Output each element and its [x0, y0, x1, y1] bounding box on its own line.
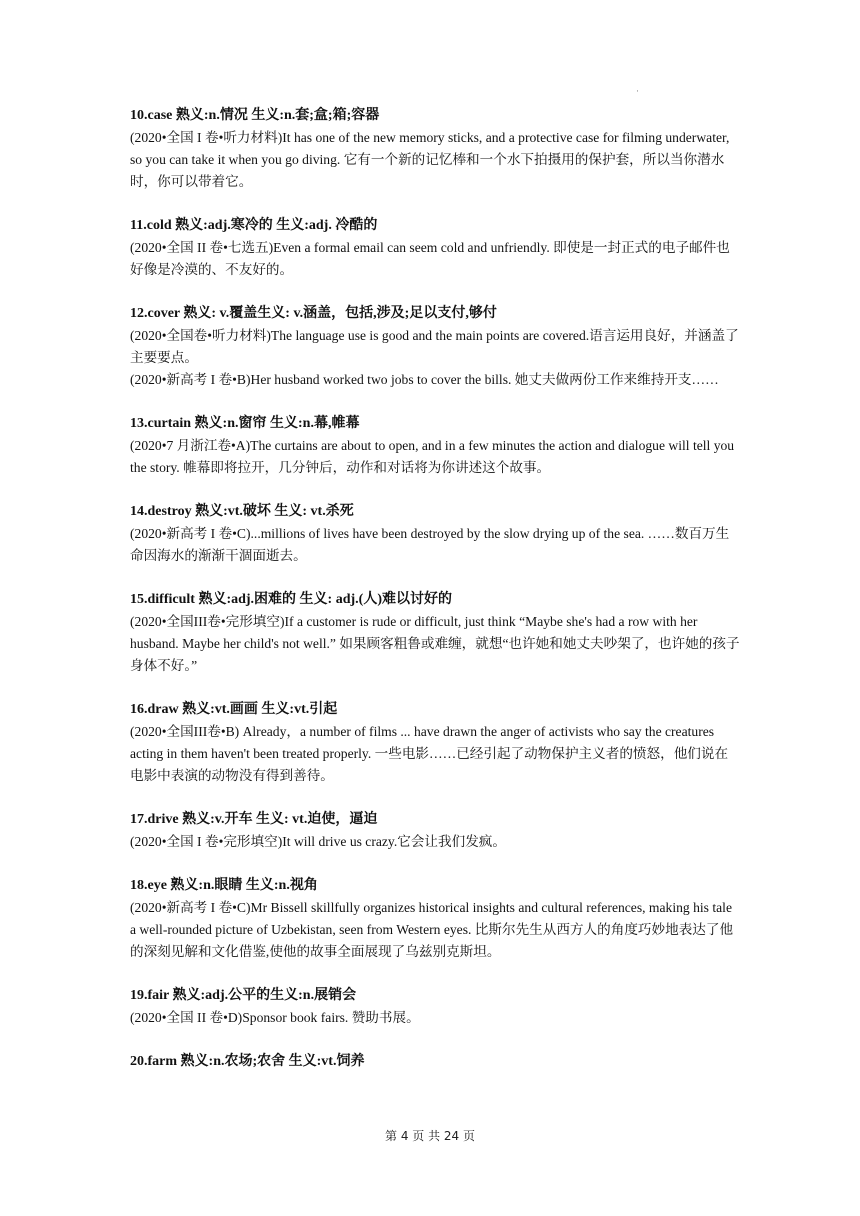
vocab-entry	[130, 699, 740, 787]
entry-heading: 20.farm 熟义:n.农场;农舍 生义:vt.饲养	[130, 1054, 365, 1069]
entry-heading: 13.curtain 熟义:n.窗帘 生义:n.幕,帷幕	[130, 416, 360, 431]
entry-heading: 11.cold 熟义:adj.寒冷的 生义:adj. 冷酷的	[130, 218, 378, 233]
example-sentence: (2020•新高考 I 卷•C)...millions of lives have been destroyed by the slow drying up of the sea. ……数百万生命因海水的渐渐干涸面逝去。	[130, 526, 730, 563]
page-mark: ·	[636, 86, 639, 96]
example-sentence: (2020•全国 II 卷•七选五)Even a formal email can seem cold and unfriendly. 即使是一封正式的电子邮件也好像是冷漠的、不友好的。	[130, 240, 730, 277]
vocabulary-list	[130, 105, 740, 1095]
example-sentence: (2020•新高考 I 卷•B)Her husband worked two jobs to cover the bills. 她丈夫做两份工作来维持开支……	[130, 372, 719, 387]
vocab-entry	[130, 105, 740, 193]
entry-heading: 15.difficult 熟义:adj.困难的 生义: adj.(人)难以讨好的	[130, 592, 452, 607]
example-sentence: (2020•全国III卷•完形填空)If a customer is rude or difficult, just think “Maybe she's had a row with her husband. Maybe her child's not well.” 如果顾客粗鲁或难缠，就想“也许她和她丈夫吵架了，也许她的孩子身体不好。”	[130, 614, 740, 673]
entry-heading: 14.destroy 熟义:vt.破坏 生义: vt.杀死	[130, 504, 354, 519]
vocab-entry	[130, 215, 740, 281]
entry-heading: 12.cover 熟义: v.覆盖生义: v.涵盖，包括,涉及;足以支付,够付	[130, 306, 497, 321]
example-sentence: (2020•全国卷•听力材料)The language use is good and the main points are covered.语言运用良好，并涵盖了主要要点。	[130, 328, 739, 365]
vocab-entry	[130, 875, 740, 963]
vocab-entry	[130, 589, 740, 677]
entry-heading: 16.draw 熟义:vt.画画 生义:vt.引起	[130, 702, 338, 717]
entry-heading: 10.case 熟义:n.情况 生义:n.套;盒;箱;容器	[130, 108, 380, 123]
example-sentence: (2020•全国III卷•B) Already，a number of films ... have drawn the anger of activists who say the creatures acting in them haven't been treated properly. 一些电影……已经引起了动物保护主义者的愤怒，他们说在电影中表演的动物没有得到善待。	[130, 724, 729, 783]
example-sentence: (2020•全国 II 卷•D)Sponsor book fairs. 赞助书展。	[130, 1010, 420, 1025]
vocab-entry	[130, 1051, 740, 1073]
vocab-entry	[130, 501, 740, 567]
vocab-entry	[130, 809, 740, 853]
example-sentence: (2020•全国 I 卷•听力材料)It has one of the new memory sticks, and a protective case for filming underwater, so you can take it when you go diving. 它有一个新的记忆棒和一个水下拍摄用的保护套，所以当你潜水时，你可以带着它。	[130, 130, 730, 189]
entry-heading: 18.eye 熟义:n.眼睛 生义:n.视角	[130, 878, 318, 893]
example-sentence: (2020•7 月浙江卷•A)The curtains are about to open, and in a few minutes the action and dialogue will tell you the story. 帷幕即将拉开，几分钟后，动作和对话将为你讲述这个故事。	[130, 438, 735, 475]
vocab-entry	[130, 985, 740, 1029]
example-sentence: (2020•全国 I 卷•完形填空)It will drive us crazy.它会让我们发疯。	[130, 834, 506, 849]
vocab-entry	[130, 413, 740, 479]
vocab-entry	[130, 303, 740, 391]
example-sentence: (2020•新高考 I 卷•C)Mr Bissell skillfully organizes historical insights and cultural references, making his tale a well-rounded picture of Uzbekistan, seen from Western eyes. 比斯尔先生从西方人的角度巧妙地表达了他的深刻见解和文化借鉴,使他的故事全面展现了乌兹别克斯坦。	[130, 900, 734, 959]
page-footer: 第 4 页 共 24 页	[385, 1129, 475, 1143]
entry-heading: 19.fair 熟义:adj.公平的生义:n.展销会	[130, 988, 357, 1003]
entry-heading: 17.drive 熟义:v.开车 生义: vt.迫使，逼迫	[130, 812, 378, 827]
